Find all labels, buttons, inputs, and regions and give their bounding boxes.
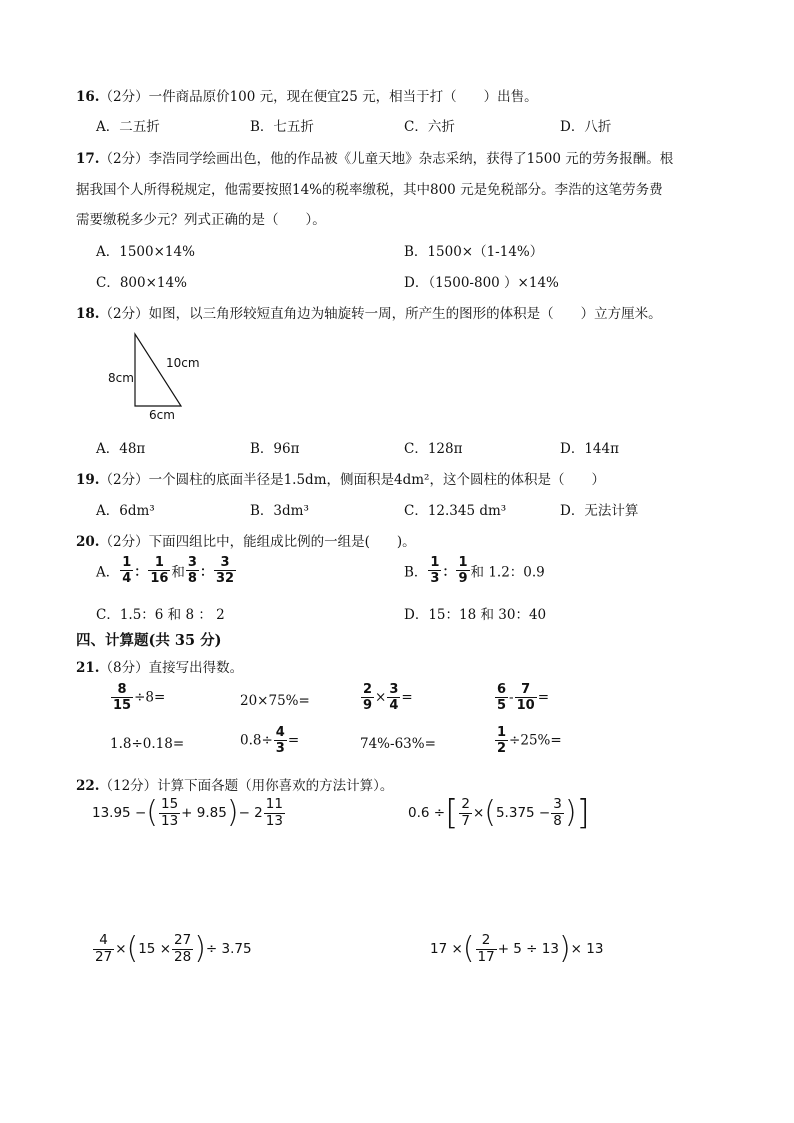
q22-expression-2: 0.6 ÷[ $\frac{2}{7}$ ×(5.375 − $\frac{3}{8}$ )] [408,793,590,833]
question-number: 20. [76,534,100,550]
q19-option-b[interactable]: B．3dm³ [250,503,309,519]
q18-option-a[interactable]: A．48π [96,441,146,457]
q20-option-d[interactable]: D．15：18 和 30：40 [404,607,547,623]
triangle-left-label: 8cm [108,371,134,385]
q20-option-b[interactable]: B． $\frac{1}{3}$ ： $\frac{1}{9}$ 和 1.2：0.9 [404,555,545,586]
question-20 [76,530,416,550]
q18-option-d[interactable]: D．144π [560,441,619,457]
q21-r2c2: 0.8÷ $\frac{4}{3}$ = [240,725,300,756]
q17-option-c[interactable]: C．800×14% [96,275,187,291]
question-16 [76,85,538,105]
q21-r2c1: 1.8÷0.18= [110,736,185,752]
q16-option-a[interactable]: A．二五折 [96,119,160,135]
question-number: 16. [76,89,100,105]
q19-option-d[interactable]: D．无法计算 [560,503,639,519]
q20-option-c[interactable]: C．1.5：6 和 8 ： 2 [96,607,225,623]
question-17-line-1 [76,147,673,167]
question-text: （2分）李浩同学绘画出色，他的作品被《儿童天地》杂志采纳，获得了1500 元的劳务报酬。根 [99,151,674,167]
question-text: （2分）下面四组比中，能组成比例的一组是( )。 [99,534,416,550]
q16-option-c[interactable]: C．六折 [404,119,455,135]
q19-option-a[interactable]: A．6dm³ [96,503,155,519]
question-text: （8分）直接写出得数。 [99,660,244,676]
question-text: （2分）一件商品原价100 元，现在便宜25 元，相当于打（ ）出售。 [99,89,538,105]
q17-option-d[interactable]: D．（1500-800 ）×14% [404,275,559,291]
triangle-bottom-label: 6cm [149,408,175,422]
question-21 [76,656,243,676]
question-19 [76,468,605,488]
q20-option-a[interactable]: A． $\frac{1}{4}$ ： $\frac{1}{16}$ 和 $\frac{3}{8}$ ： $\frac{3}{32}$ [96,555,235,586]
q21-r1c4: $\frac{6}{5}$ - $\frac{7}{10}$ = [497,682,550,713]
question-text: （12分）计算下面各题（用你喜欢的方法计算）。 [99,778,394,794]
q22-expression-1: 13.95 −( $\frac{15}{13}$ + 9.85)− 2 $\frac{11}{13}$ [92,795,283,830]
question-number: 21. [76,660,100,676]
q21-r1c3: $\frac{2}{9}$ × $\frac{3}{4}$ = [363,682,413,713]
q21-r2c4: $\frac{1}{2}$ ÷25%= [497,725,562,756]
question-number: 17. [76,151,100,167]
q22-expression-4: 17 ×( $\frac{2}{17}$ + 5 ÷ 13)× 13 [430,931,604,966]
q16-option-d[interactable]: D．八折 [560,119,612,135]
question-number: 19. [76,472,100,488]
question-text: （2分）如图，以三角形较短直角边为轴旋转一周，所产生的图形的体积是（ ）立方厘米。 [99,306,662,322]
q18-option-b[interactable]: B．96π [250,441,300,457]
q18-option-c[interactable]: C．128π [404,441,463,457]
section-title: 四、计算题(共 35 分) [76,632,222,649]
question-22 [76,774,393,794]
question-text: （2分）一个圆柱的底面半径是1.5dm，侧面积是4dm²，这个圆柱的体积是（ ） [99,472,605,488]
question-number: 22. [76,778,100,794]
q17-option-a[interactable]: A．1500×14% [96,244,195,260]
q21-r1c1: $\frac{8}{15}$ ÷8= [113,682,166,713]
q22-expression-3: $\frac{4}{27}$ ×(15 × $\frac{27}{28}$ )÷ 3.75 [95,931,252,966]
q21-r1c2: 20×75%= [240,693,310,709]
question-17-line-2: 据我国个人所得税规定，他需要按照14%的税率缴税，其中800 元是免税部分。李浩的这笔劳务费 [76,182,663,198]
question-18 [76,302,662,322]
q19-option-c[interactable]: C．12.345 dm³ [404,503,507,519]
right-triangle [135,334,181,406]
question-number: 18. [76,306,100,322]
question-17-line-3: 需要缴税多少元？列式正确的是（ ）。 [76,212,326,228]
q21-r2c3: 74%-63%= [360,736,436,752]
q17-option-b[interactable]: B．1500×（1-14%） [404,244,544,260]
triangle-hypotenuse-label: 10cm [166,356,200,370]
q16-option-b[interactable]: B．七五折 [250,119,314,135]
